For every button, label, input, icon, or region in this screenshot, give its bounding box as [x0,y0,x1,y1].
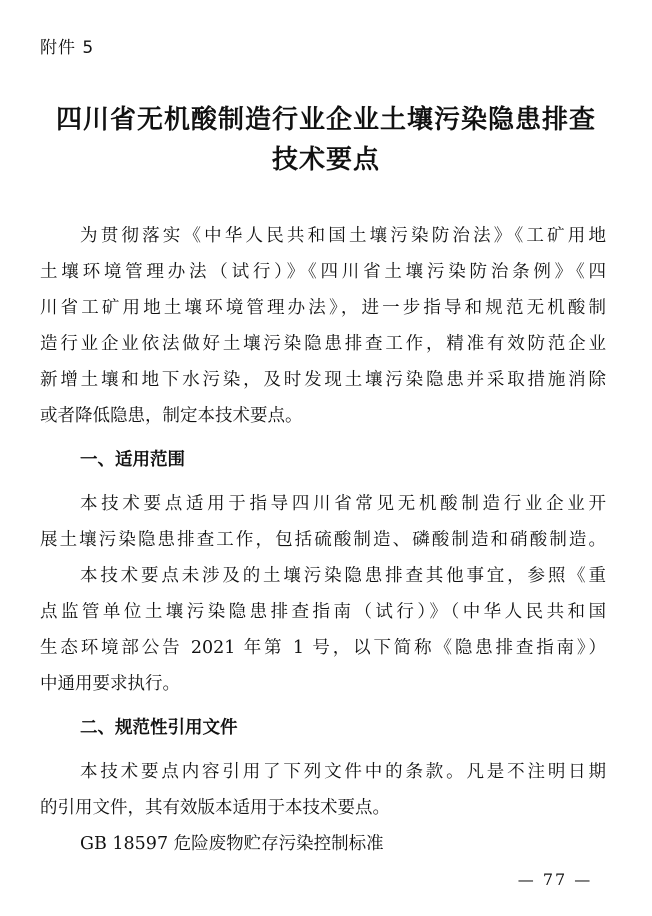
section-heading-references: 二、规范性引用文件 [80,718,238,738]
references-paragraph-line: 本技术要点内容引用了下列文件中的条款。凡是不注明日期 [80,762,606,782]
scope-paragraph-line: 展土壤污染隐患排查工作，包括硫酸制造、磷酸制造和硝酸制造。 [40,530,606,550]
intro-line: 土壤环境管理办法（试行）》《四川省土壤污染防治条例》《四 [40,262,606,282]
intro-line: 新增土壤和地下水污染，及时发现土壤污染隐患并采取措施消除 [40,370,606,390]
attachment-label: 附件 5 [40,38,95,58]
intro-line: 川省工矿用地土壤环境管理办法》，进一步指导和规范无机酸制 [40,298,606,318]
referenced-standard: GB 18597 危险废物贮存污染控制标准 [80,834,384,854]
scope-paragraph-line: 本技术要点未涉及的土壤污染隐患排查其他事宜，参照《重 [80,566,606,586]
scope-paragraph-line: 点监管单位土壤污染隐患排查指南（试行）》（中华人民共和国 [40,602,606,622]
section-heading-scope: 一、适用范围 [80,450,185,470]
intro-line: 造行业企业依法做好土壤污染隐患排查工作，精准有效防范企业 [40,334,606,354]
intro-line: 或者降低隐患，制定本技术要点。 [40,406,303,426]
document-title-line-1: 四川省无机酸制造行业企业土壤污染隐患排查 [55,105,596,135]
scope-paragraph-line: 中通用要求执行。 [40,674,180,694]
document-title-line-2: 技术要点 [271,145,380,175]
scope-paragraph-line: 本技术要点适用于指导四川省常见无机酸制造行业企业开 [80,494,606,514]
references-paragraph-line: 的引用文件，其有效版本适用于本技术要点。 [40,798,390,818]
intro-line: 为贯彻落实《中华人民共和国土壤污染防治法》《工矿用地 [80,226,606,246]
scope-paragraph-line: 生态环境部公告 2021 年第 1 号，以下简称《隐患排查指南》） [40,638,606,658]
page-number: — 77 — [517,870,593,889]
